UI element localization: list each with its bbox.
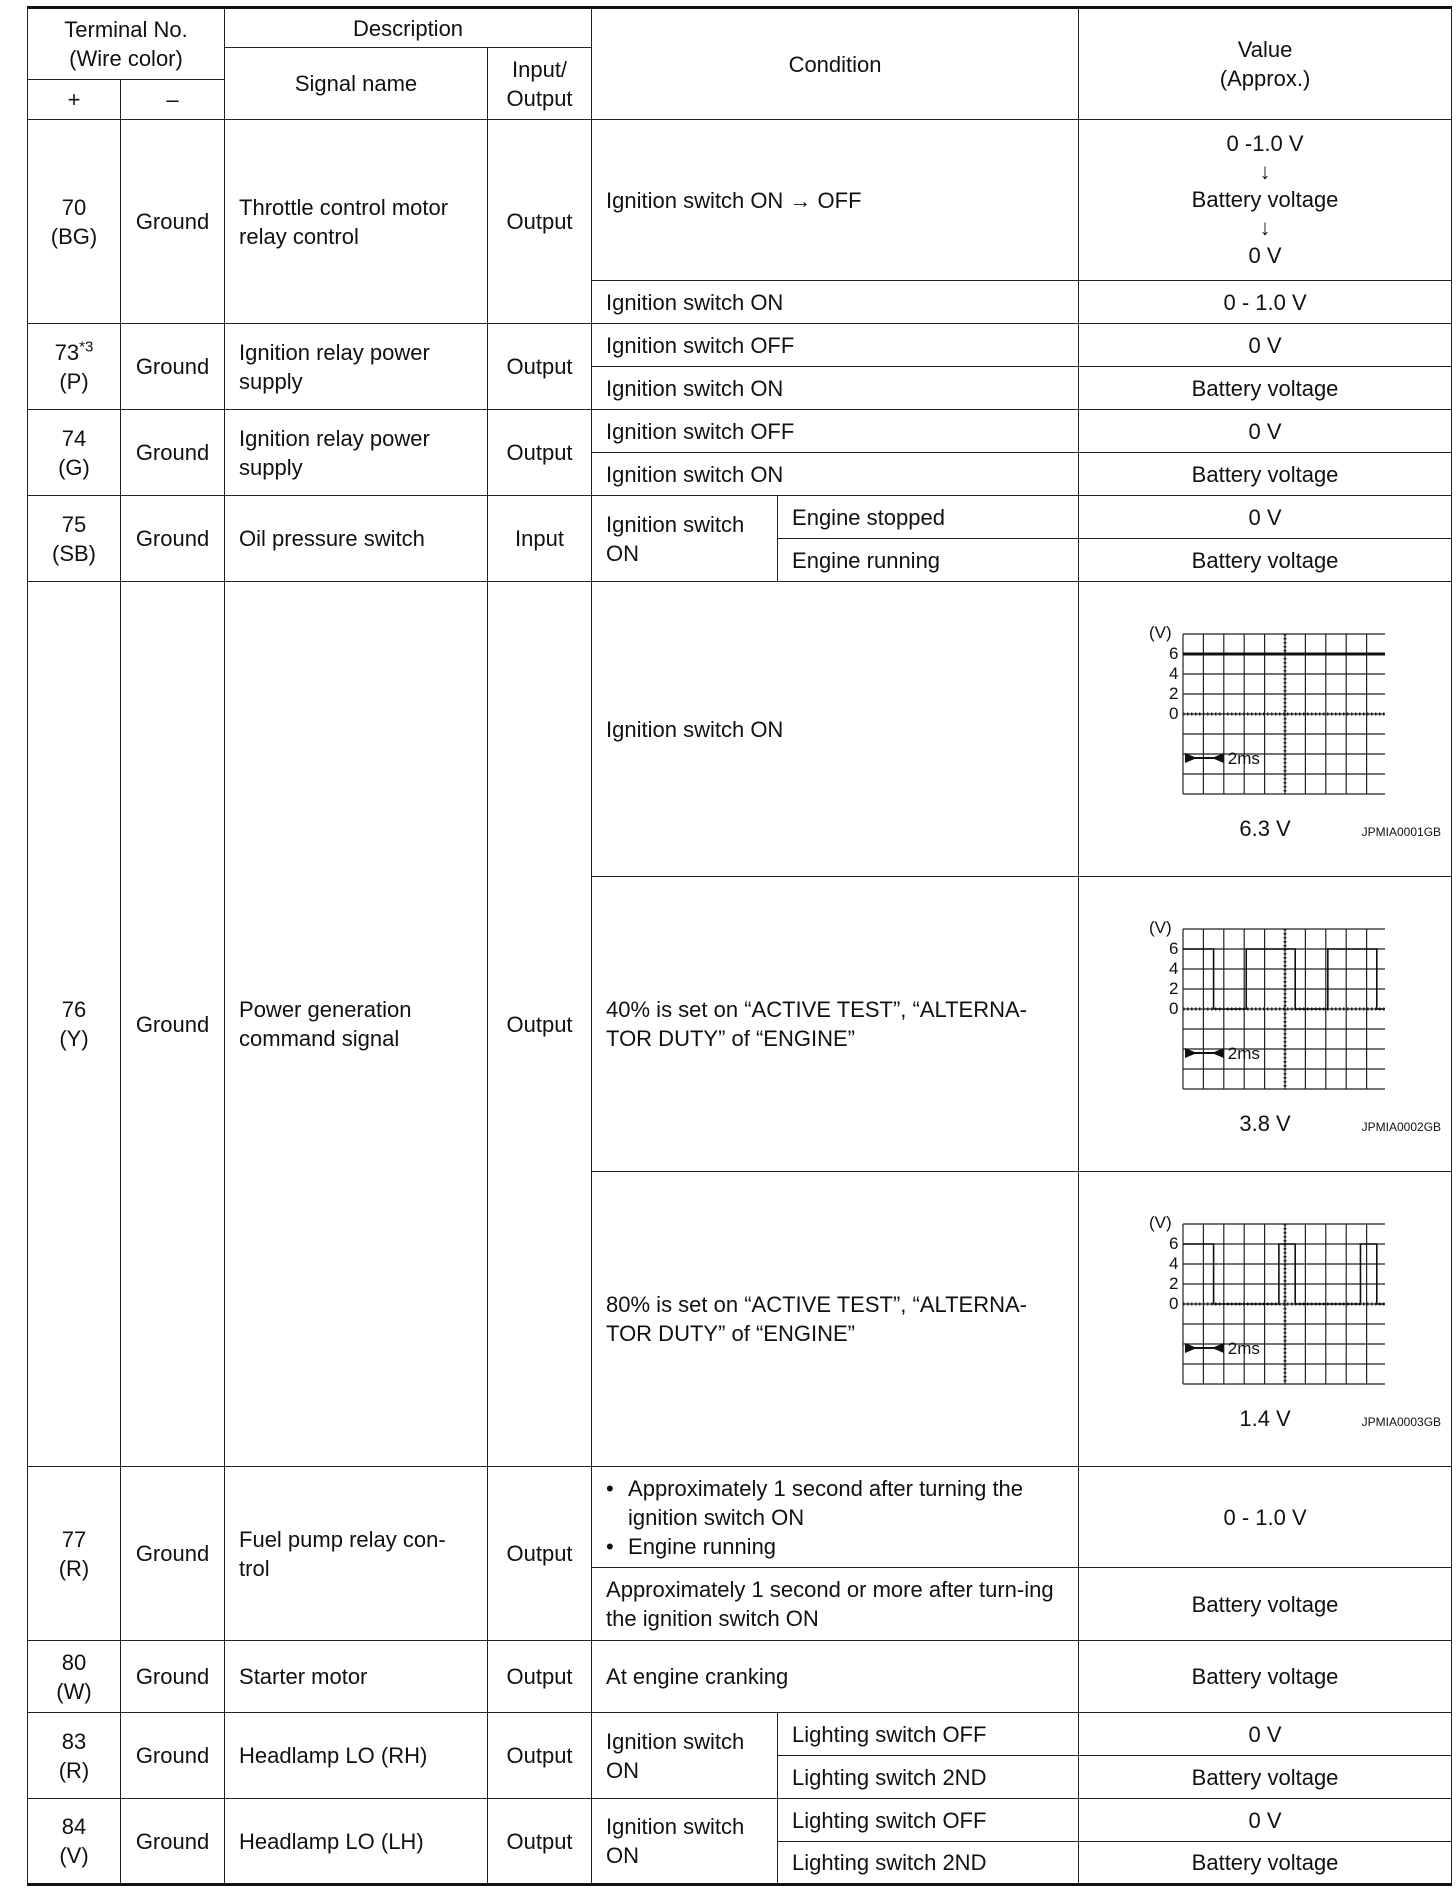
scope-time-label: 2ms — [1227, 748, 1260, 768]
value-cell: 0 V — [1079, 1799, 1452, 1842]
condition-cell: Ignition switch OFF — [592, 324, 1079, 367]
figure-code: JPMIA0003GB — [1361, 1415, 1442, 1429]
signal-name-cell: Throttle control motor relay control — [225, 120, 488, 324]
table-row — [28, 324, 1452, 367]
waveform-cell — [1079, 877, 1452, 1172]
ground-cell: Ground — [121, 582, 225, 1467]
scope-tick-label: 4 — [1169, 663, 1179, 683]
ground-cell: Ground — [121, 410, 225, 496]
condition-cell: 40% is set on “ACTIVE TEST”, “ALTERNA-TOR DUTY” of “ENGINE” — [592, 877, 1079, 1172]
ground-cell: Ground — [121, 1799, 225, 1885]
table-row — [28, 496, 1452, 539]
terminal-cell: 83 (R) — [28, 1713, 121, 1799]
oscilloscope-waveform-3 — [1145, 1206, 1385, 1396]
condition-cell: Ignition switch ON → OFF — [592, 120, 1079, 281]
io-cell: Output — [488, 1799, 592, 1885]
table-row — [28, 582, 1452, 877]
scope-unit-label: (V) — [1149, 917, 1172, 937]
scope-tick-label: 2 — [1169, 1273, 1179, 1293]
scope-tick-label: 4 — [1169, 1253, 1179, 1273]
value-cell: 0 V — [1079, 496, 1452, 539]
value-cell: Battery voltage — [1079, 1756, 1452, 1799]
figure-code: JPMIA0002GB — [1361, 1120, 1442, 1134]
condition-cell: 80% is set on “ACTIVE TEST”, “ALTERNA-TOR DUTY” of “ENGINE” — [592, 1172, 1079, 1467]
signal-name-cell: Starter motor — [225, 1641, 488, 1713]
header-plus: + — [28, 80, 121, 120]
io-cell: Output — [488, 1641, 592, 1713]
condition-cell: Ignition switch ON — [592, 496, 778, 582]
value-cell: 0 V — [1079, 324, 1452, 367]
ground-cell: Ground — [121, 120, 225, 324]
condition-cell: Ignition switch OFF — [592, 410, 1079, 453]
sub-condition-cell: Lighting switch 2ND — [778, 1842, 1079, 1885]
value-cell: 0 -1.0 V ↓ Battery voltage ↓ 0 V — [1079, 120, 1452, 281]
condition-cell: • Approximately 1 second after turning the ignition switch ON • Engine running — [592, 1467, 1079, 1568]
value-cell: 0 - 1.0 V — [1079, 281, 1452, 324]
value-cell: Battery voltage — [1079, 539, 1452, 582]
condition-cell: Ignition switch ON — [592, 582, 1079, 877]
table-row — [28, 120, 1452, 281]
terminal-cell: 70 (BG) — [28, 120, 121, 324]
io-cell: Output — [488, 1713, 592, 1799]
terminal-cell: 84 (V) — [28, 1799, 121, 1885]
scope-tick-label: 2 — [1169, 978, 1179, 998]
scope-tick-label: 6 — [1169, 643, 1179, 663]
terminal-cell: 74 (G) — [28, 410, 121, 496]
io-cell: Output — [488, 120, 592, 324]
sub-condition-cell: Engine stopped — [778, 496, 1079, 539]
io-cell: Output — [488, 582, 592, 1467]
io-cell: Output — [488, 410, 592, 496]
io-cell: Output — [488, 324, 592, 410]
value-cell: Battery voltage — [1079, 453, 1452, 496]
scope-tick-label: 6 — [1169, 1233, 1179, 1253]
value-cell: 0 - 1.0 V — [1079, 1467, 1452, 1568]
scope-tick-label: 6 — [1169, 938, 1179, 958]
ground-cell: Ground — [121, 1467, 225, 1641]
table-row — [28, 1467, 1452, 1568]
value-cell: Battery voltage — [1079, 1568, 1452, 1641]
ground-cell: Ground — [121, 324, 225, 410]
terminal-cell: 75 (SB) — [28, 496, 121, 582]
value-cell: 0 V — [1079, 1713, 1452, 1756]
header-description: Description — [225, 8, 592, 48]
sub-condition-cell: Lighting switch OFF — [778, 1799, 1079, 1842]
signal-name-cell: Power generation command signal — [225, 582, 488, 1467]
table-row — [28, 410, 1452, 453]
value-cell: 0 V — [1079, 410, 1452, 453]
waveform-cell — [1079, 1172, 1452, 1467]
sub-condition-cell: Engine running — [778, 539, 1079, 582]
io-cell: Output — [488, 1467, 592, 1641]
terminal-table-sheet — [27, 6, 1451, 1886]
signal-name-cell: Headlamp LO (RH) — [225, 1713, 488, 1799]
signal-name-cell: Oil pressure switch — [225, 496, 488, 582]
signal-name-cell: Ignition relay power supply — [225, 410, 488, 496]
condition-cell: Ignition switch ON — [592, 281, 1079, 324]
header-terminal-no: Terminal No. (Wire color) — [28, 8, 225, 80]
condition-cell: Ignition switch ON — [592, 453, 1079, 496]
sub-condition-cell: Lighting switch 2ND — [778, 1756, 1079, 1799]
header-minus: – — [121, 80, 225, 120]
ground-cell: Ground — [121, 1713, 225, 1799]
header-value: Value (Approx.) — [1079, 8, 1452, 120]
header-input-output: Input/ Output — [488, 48, 592, 120]
terminal-cell: 80 (W) — [28, 1641, 121, 1713]
scope-unit-label: (V) — [1149, 1212, 1172, 1232]
value-cell: Battery voltage — [1079, 1641, 1452, 1713]
scope-tick-label: 0 — [1169, 1293, 1179, 1313]
condition-cell: Ignition switch ON — [592, 1799, 778, 1885]
condition-cell: Ignition switch ON — [592, 367, 1079, 410]
signal-name-cell: Fuel pump relay con-trol — [225, 1467, 488, 1641]
table-row — [28, 1713, 1452, 1756]
io-cell: Input — [488, 496, 592, 582]
figure-code: JPMIA0001GB — [1361, 825, 1442, 839]
signal-name-cell: Ignition relay power supply — [225, 324, 488, 410]
scope-grid — [1183, 634, 1385, 794]
header-condition: Condition — [592, 8, 1079, 120]
value-cell: 6.3 V — [1239, 815, 1291, 841]
oscilloscope-waveform-1 — [1145, 616, 1385, 806]
value-cell: Battery voltage — [1079, 367, 1452, 410]
signal-name-cell: Headlamp LO (LH) — [225, 1799, 488, 1885]
value-cell: Battery voltage — [1079, 1842, 1452, 1885]
ground-cell: Ground — [121, 496, 225, 582]
terminal-cell: 77 (R) — [28, 1467, 121, 1641]
scope-tick-label: 0 — [1169, 703, 1179, 723]
ecm-terminal-table — [27, 6, 1452, 1886]
table-row — [28, 1799, 1452, 1842]
terminal-cell: 76 (Y) — [28, 582, 121, 1467]
condition-cell: Ignition switch ON — [592, 1713, 778, 1799]
terminal-cell: 73$^{*3}$ (P) — [28, 324, 121, 410]
value-cell: 3.8 V — [1239, 1110, 1291, 1136]
waveform-cell — [1079, 582, 1452, 877]
header-signal-name: Signal name — [225, 48, 488, 120]
oscilloscope-waveform-2 — [1145, 911, 1385, 1101]
scope-time-label: 2ms — [1227, 1338, 1260, 1358]
scope-tick-label: 2 — [1169, 683, 1179, 703]
table-row — [28, 1641, 1452, 1713]
scope-tick-label: 4 — [1169, 958, 1179, 978]
condition-cell: Approximately 1 second or more after turn-ing the ignition switch ON — [592, 1568, 1079, 1641]
ground-cell: Ground — [121, 1641, 225, 1713]
scope-time-label: 2ms — [1227, 1043, 1260, 1063]
sub-condition-cell: Lighting switch OFF — [778, 1713, 1079, 1756]
value-cell: 1.4 V — [1239, 1405, 1291, 1431]
condition-cell: At engine cranking — [592, 1641, 1079, 1713]
scope-tick-label: 0 — [1169, 998, 1179, 1018]
scope-unit-label: (V) — [1149, 622, 1172, 642]
